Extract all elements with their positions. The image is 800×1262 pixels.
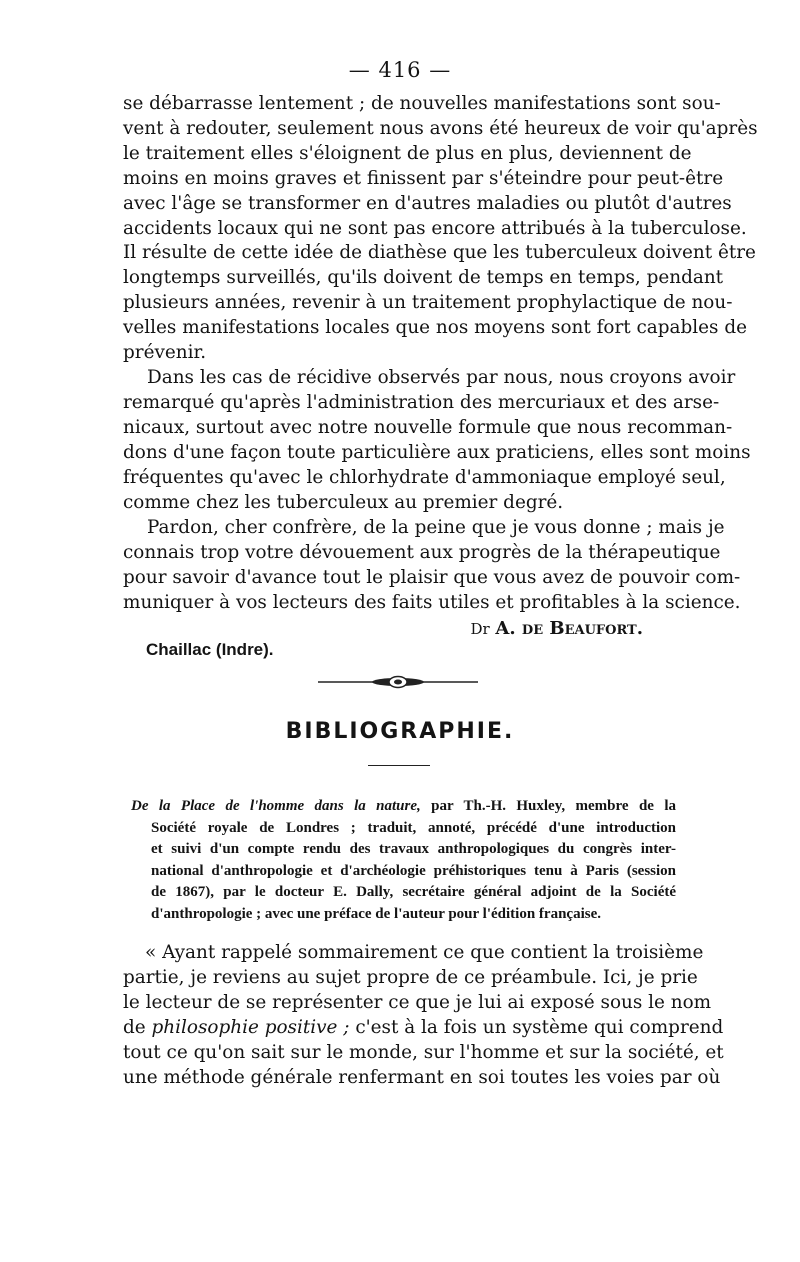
bibliography-line: et suivi d'un compte rendu des travaux anthropologiques du congrès inter-	[151, 841, 676, 858]
text-line: « Ayant rappelé sommairement ce que contient la troisième	[145, 942, 704, 963]
location-line: Chaillac (Indre).	[146, 640, 274, 659]
text-fragment: c'est à la fois un système qui comprend	[349, 1016, 724, 1038]
text-line: le lecteur de se représenter ce que je lui ai exposé sous le nom	[123, 991, 712, 1013]
text-line: longtemps surveillés, qu'ils doivent de temps en temps, pendant	[123, 267, 724, 289]
letter-paragraph-1	[123, 92, 758, 366]
text-line: plusieurs années, revenir à un traitement prophylactique de nou-	[123, 292, 733, 314]
text-line	[123, 1016, 724, 1041]
quote-paragraph	[123, 941, 724, 1090]
letter-paragraph-2	[123, 366, 751, 515]
emphasized-term: philosophie positive ;	[151, 1016, 350, 1038]
text-line: se débarrasse lentement ; de nouvelles manifestations sont sou-	[123, 93, 721, 114]
text-line: Il résulte de cette idée de diathèse que les tuberculeux doivent être	[123, 242, 756, 264]
text-line: remarqué qu'après l'administration des mercuriaux et des arse-	[123, 391, 720, 413]
text-line: connais trop votre dévouement aux progrès de la thérapeutique	[123, 541, 721, 563]
text-line: prévenir.	[123, 342, 207, 364]
heading-rule	[368, 765, 430, 766]
signature-title: Dr	[470, 620, 490, 638]
book-title: De la Place de l'homme dans la nature,	[131, 798, 421, 814]
section-heading: BIBLIOGRAPHIE.	[285, 719, 515, 744]
bibliography-line	[131, 796, 676, 818]
bibliography-line: Société royale de Londres ; traduit, annoté, précédé d'une introduction	[151, 819, 676, 836]
text-line: le traitement elles s'éloignent de plus en plus, deviennent de	[123, 142, 692, 164]
bibliography-line: national d'anthropologie et d'archéologie préhistoriques tenu à Paris (session	[151, 862, 676, 879]
text-line: tout ce qu'on sait sur le monde, sur l'homme et sur la société, et	[123, 1041, 724, 1063]
text-line: avec l'âge se transformer en d'autres maladies ou plutôt d'autres	[123, 192, 732, 214]
text-line: velles manifestations locales que nos moyens sont fort capables de	[123, 317, 747, 339]
signature-name: A. de Beaufort.	[495, 618, 643, 639]
letter-paragraph-3	[123, 516, 741, 616]
text-line: Dans les cas de récidive observés par nous, nous croyons avoir	[147, 367, 736, 388]
text-line: partie, je reviens au sujet propre de ce préambule. Ici, je prie	[123, 966, 698, 988]
bibliography-entry	[131, 796, 676, 926]
text-line: accidents locaux qui ne sont pas encore attribués à la tuberculose.	[123, 217, 747, 239]
text-line: comme chez les tuberculeux au premier degré.	[123, 491, 564, 513]
text-line: une méthode générale renfermant en soi toutes les voies par où	[123, 1066, 721, 1088]
text-fragment: de	[123, 1016, 152, 1038]
bibliography-line: d'anthropologie ; avec une préface de l'auteur pour l'édition française.	[151, 905, 601, 922]
page-number: — 416 —	[348, 58, 452, 82]
text-line: moins en moins graves et finissent par s'éteindre pour peut-être	[123, 167, 724, 189]
text-line: muniquer à vos lecteurs des faits utiles et profitables à la science.	[123, 591, 741, 613]
text-line: pour savoir d'avance tout le plaisir que vous avez de pouvoir com-	[123, 566, 741, 588]
signature	[123, 618, 643, 639]
bibliography-line-rest: par Th.-H. Huxley, membre de la	[420, 798, 676, 814]
text-line: fréquentes qu'avec le chlorhydrate d'ammoniaque employé seul,	[123, 466, 726, 488]
text-line: vent à redouter, seulement nous avons été heureux de voir qu'après	[123, 117, 758, 139]
ornament-divider	[318, 675, 478, 689]
text-line: dons d'une façon toute particulière aux praticiens, elles sont moins	[123, 441, 751, 463]
text-line: nicaux, surtout avec notre nouvelle formule que nous recomman-	[123, 416, 733, 438]
bibliography-line: de 1867), par le docteur E. Dally, secrétaire général adjoint de la Société	[151, 884, 676, 901]
text-line: Pardon, cher confrère, de la peine que je vous donne ; mais je	[147, 517, 725, 538]
